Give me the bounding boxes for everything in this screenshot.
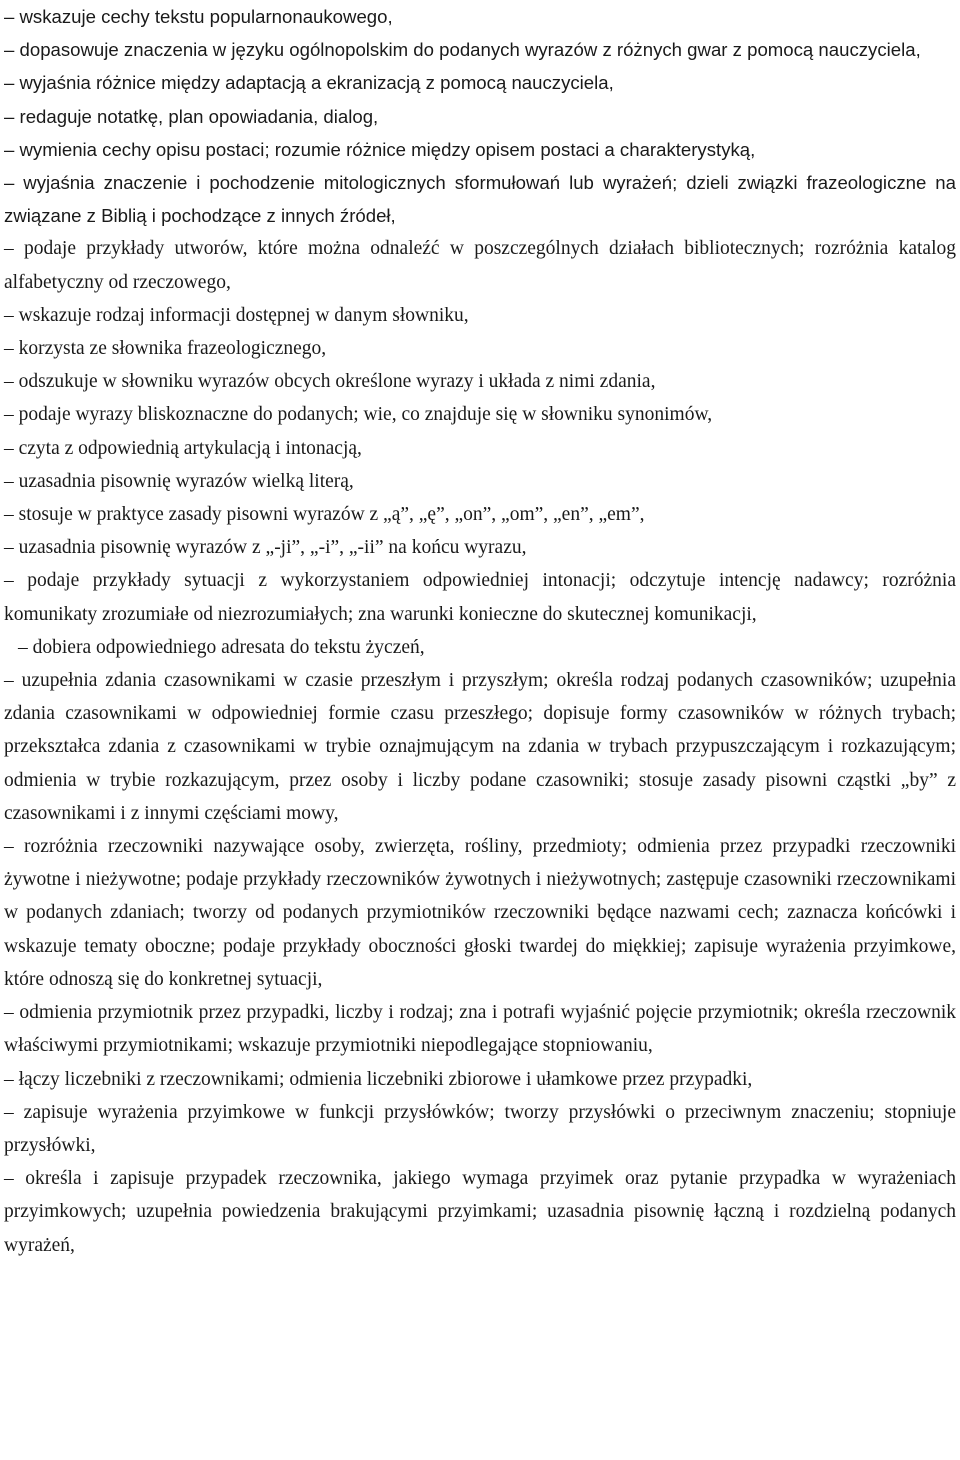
list-item: – uzasadnia pisownię wyrazów wielką literą, [4, 470, 354, 492]
list-item: – redaguje notatkę, plan opowiadania, dialog, [4, 105, 379, 127]
list-item: – wymienia cechy opisu postaci; rozumie różnice między opisem postaci a charakterystyką, [4, 138, 756, 160]
list-item: – określa i zapisuje przypadek rzeczownika, jakiego wymaga przyimek oraz pytanie przypadka w wyrażeniach przyimkowych; uzupełnia powiedzenia brakującymi przyimkami; uzasadnia pisownię łączną i rozdzielną podanych wyrażeń, [4, 1168, 956, 1256]
list-item: – podaje przykłady sytuacji z wykorzystaniem odpowiedniej intonacji; odczytuje intencję nadawcy; rozróżnia komunikaty zrozumiałe od niezrozumiałych; zna warunki konieczne do skutecznej komunikacji, [4, 570, 956, 625]
list-item: – rozróżnia rzeczowniki nazywające osoby, zwierzęta, rośliny, przedmioty; odmienia przez przypadki rzeczowniki żywotne i nieżywotne; podaje przykłady rzeczowników żywotnych i nieżywotnych; zastępuje czasowniki rzeczownikami w podanych zdaniach; tworzy od podanych przymiotników rzeczowniki będące nazwami cech; zaznacza końcówki i wskazuje tematy oboczne; podaje przykłady oboczności głoski twardej do miękkiej; zapisuje wyrażenia przyimkowe, które odnoszą się do konkretnej sytuacji, [4, 836, 956, 990]
list-item: – korzysta ze słownika frazeologicznego, [4, 338, 327, 360]
list-item: – dobiera odpowiedniego adresata do tekstu życzeń, [18, 636, 425, 658]
list-item: – uzupełnia zdania czasownikami w czasie przeszłym i przyszłym; określa rodzaj podanych czasowników; uzupełnia zdania czasownikami w odpowiedniej formie czasu przeszłego; dopisuje formy czasowników w różnych trybach; przekształca zdania z czasownikami w trybie oznajmującym na zdania w trybach przypuszczającym i rozkazującym; odmienia w trybie rozkazującym, przez osoby i liczby podane czasowniki; stosuje zasady pisowni cząstki „by” z czasownikami i z innymi częściami mowy, [4, 670, 956, 824]
list-item: – wyjaśnia znaczenie i pochodzenie mitologicznych sformułowań lub wyrażeń; dzieli związki frazeologiczne na związane z Biblią i pochodzące z innych źródeł, [4, 172, 956, 227]
list-item: – zapisuje wyrażenia przyimkowe w funkcji przysłówków; tworzy przysłówki o przeciwnym znaczeniu; stopniuje przysłówki, [4, 1101, 956, 1156]
list-item: – podaje wyrazy bliskoznaczne do podanych; wie, co znajduje się w słowniku synonimów, [4, 404, 713, 426]
list-item: – czyta z odpowiednią artykulacją i intonacją, [4, 437, 362, 459]
list-item: – podaje przykłady utworów, które można odnaleźć w poszczególnych działach bibliotecznych; rozróżnia katalog alfabetyczny od rzeczowego, [4, 238, 956, 293]
document-page [4, 0, 956, 1262]
list-item: – wskazuje cechy tekstu popularnonaukowego, [4, 6, 393, 27]
list-item: – uzasadnia pisownię wyrazów z „-ji”, „-i”, „-ii” na końcu wyrazu, [4, 537, 527, 559]
list-item: – łączy liczebniki z rzeczownikami; odmienia liczebniki zbiorowe i ułamkowe przez przypadki, [4, 1068, 753, 1090]
list-item: – wskazuje rodzaj informacji dostępnej w danym słowniku, [4, 304, 469, 326]
list-item: – dopasowuje znaczenia w języku ogólnopolskim do podanych wyrazów z różnych gwar z pomocą nauczyciela, [4, 39, 921, 61]
list-item: – wyjaśnia różnice między adaptacją a ekranizacją z pomocą nauczyciela, [4, 72, 614, 94]
list-item: – odmienia przymiotnik przez przypadki, liczby i rodzaj; zna i potrafi wyjaśnić pojęcie przymiotnik; określa rzeczownik właściwymi przymiotnikami; wskazuje przymiotniki niepodlegające stopniowaniu, [4, 1002, 956, 1057]
list-item: – odszukuje w słowniku wyrazów obcych określone wyrazy i układa z nimi zdania, [4, 371, 656, 393]
list-item: – stosuje w praktyce zasady pisowni wyrazów z „ą”, „ę”, „on”, „om”, „en”, „em”, [4, 504, 645, 526]
